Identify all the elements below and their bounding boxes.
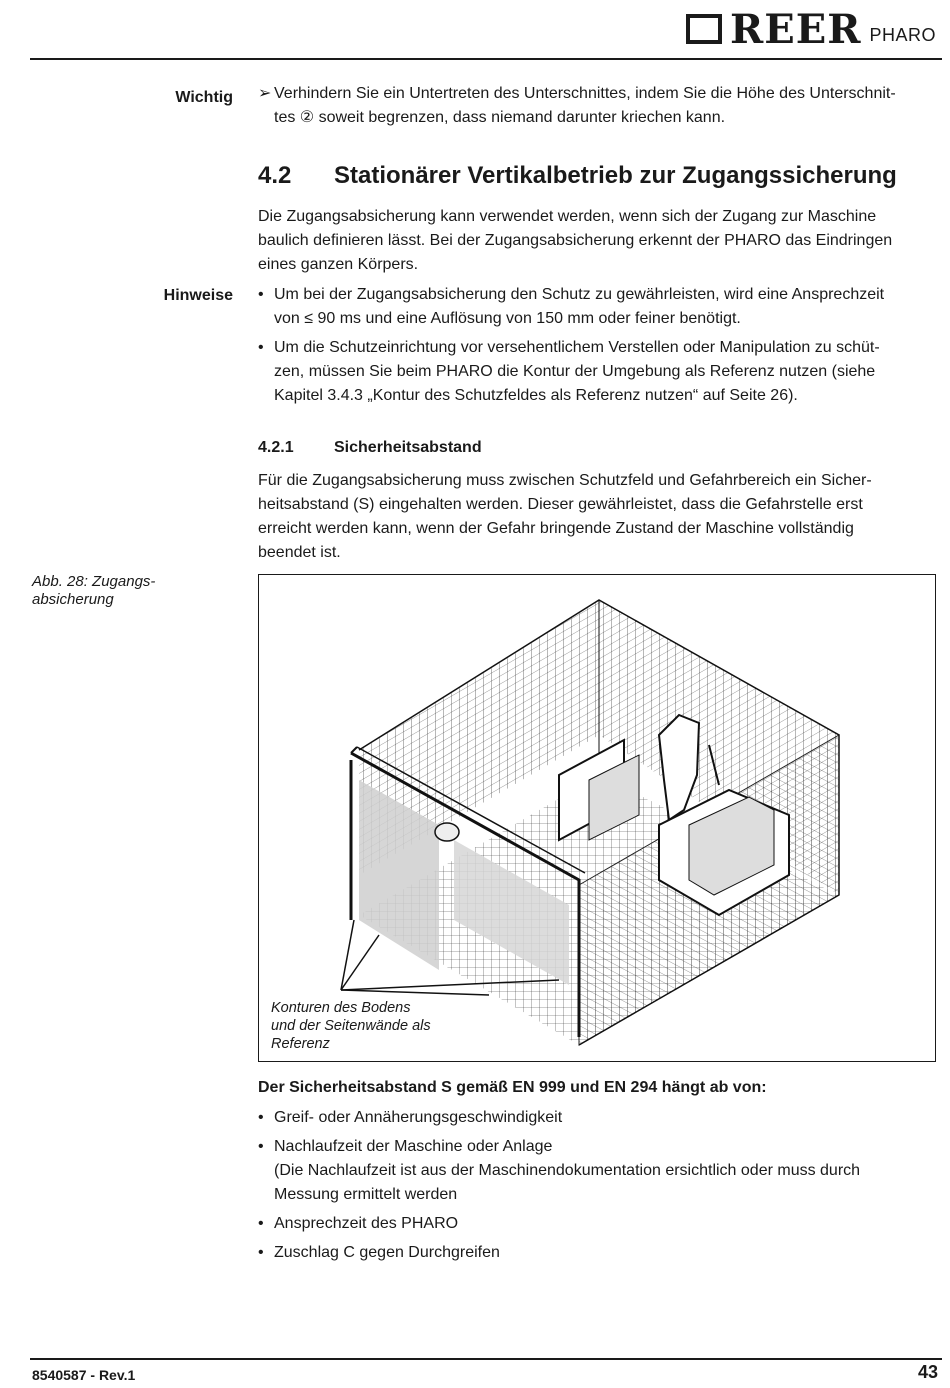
section-heading — [258, 164, 933, 188]
wichtig-note — [258, 82, 933, 130]
subsection-number: 4.2.1 — [258, 439, 294, 456]
annotation-line: Referenz — [271, 1036, 330, 1052]
list-item — [258, 1135, 933, 1207]
annotation-line: und der Seitenwände als — [271, 1018, 431, 1034]
list-line: Ansprechzeit des PHARO — [274, 1215, 459, 1232]
list-item — [258, 1212, 933, 1236]
caption-line: Abb. 28: Zugangs- — [32, 573, 156, 590]
list-line: Nachlaufzeit der Maschine oder Anlage — [274, 1138, 553, 1155]
intro-line: eines ganzen Körpers. — [258, 256, 419, 273]
list-item — [258, 336, 933, 408]
section-intro — [258, 205, 933, 277]
caption-line: absicherung — [32, 591, 114, 608]
header-rule — [30, 58, 942, 60]
subsection-title: Sicherheitsabstand — [334, 439, 482, 456]
section-number: 4.2 — [258, 162, 292, 189]
list-line: zen, müssen Sie beim PHARO die Kontur der Umgebung als Referenz nutzen (siehe — [274, 363, 876, 380]
bullet-icon: • — [258, 1138, 264, 1155]
footer-rule — [30, 1358, 942, 1360]
annotation-line: Konturen des Bodens — [271, 1000, 411, 1016]
list-line: Zuschlag C gegen Durchgreifen — [274, 1244, 500, 1261]
paragraph-line: erreicht werden kann, wenn der Gefahr bringende Zustand der Maschine vollständig — [258, 520, 854, 537]
hinweise-label: Hinweise — [163, 287, 233, 304]
access-protection-illustration — [259, 575, 935, 1061]
figure-caption — [32, 573, 182, 609]
paragraph-line: beendet ist. — [258, 544, 341, 561]
paragraph-line: Für die Zugangsabsicherung muss zwischen Schutzfeld und Gefahrbereich ein Sicher- — [258, 472, 872, 489]
list-item — [258, 1106, 933, 1130]
list-item — [258, 283, 933, 331]
dependency-heading: Der Sicherheitsabstand S gemäß EN 999 und EN 294 hängt ab von: — [258, 1079, 767, 1096]
brand-name: REER — [730, 6, 862, 53]
bullet-icon: • — [258, 1215, 264, 1232]
dependency-list — [258, 1106, 933, 1265]
reer-logo-icon — [686, 14, 722, 44]
list-item — [258, 1241, 933, 1265]
page-number: 43 — [917, 1362, 938, 1382]
product-name: PHARO — [869, 25, 936, 45]
document-number: 8540587 - Rev.1 — [32, 1367, 136, 1383]
subsection-heading — [258, 436, 933, 460]
bullet-icon: • — [258, 286, 264, 303]
figure-frame — [258, 574, 936, 1062]
robot-icon — [659, 715, 699, 820]
list-line: Um die Schutzeinrichtung vor versehentlichem Verstellen oder Manipulation zu schüt- — [274, 339, 880, 356]
figure-annotation — [271, 999, 431, 1053]
wichtig-label: Wichtig — [175, 89, 233, 106]
arrow-marker-icon: ➢ — [258, 85, 272, 102]
intro-line: baulich definieren lässt. Bei der Zugangsabsicherung erkennt der PHARO das Eindringen — [258, 232, 893, 249]
list-line: (Die Nachlaufzeit ist aus der Maschinendokumentation ersichtlich oder muss durch — [274, 1162, 861, 1179]
intro-line: Die Zugangsabsicherung kann verwendet werden, wenn sich der Zugang zur Maschine — [258, 208, 877, 225]
bullet-icon: • — [258, 339, 264, 356]
pharo-scanner-icon — [435, 823, 459, 841]
list-line: Kapitel 3.4.3 „Kontur des Schutzfeldes als Referenz nutzen“ auf Seite 26). — [274, 387, 798, 404]
list-line: von ≤ 90 ms und eine Auflösung von 150 mm oder feiner benötigt. — [274, 310, 741, 327]
hinweise-list — [258, 283, 933, 408]
bullet-icon: • — [258, 1109, 264, 1126]
paragraph-line: heitsabstand (S) eingehalten werden. Dieser gewährleistet, dass die Gefahrstelle erst — [258, 496, 863, 513]
list-line: Messung ermittelt werden — [274, 1186, 458, 1203]
section-title: Stationärer Vertikalbetrieb zur Zugangssicherung — [334, 162, 897, 189]
header-logo — [686, 8, 936, 52]
bullet-icon: • — [258, 1244, 264, 1261]
list-line: Um bei der Zugangsabsicherung den Schutz zu gewährleisten, wird eine Ansprechzeit — [274, 286, 885, 303]
wichtig-line: tes ② soweit begrenzen, dass niemand darunter kriechen kann. — [274, 109, 726, 126]
wichtig-line: Verhindern Sie ein Untertreten des Unterschnittes, indem Sie die Höhe des Unterschnit- — [274, 85, 896, 102]
subsection-paragraph — [258, 469, 933, 565]
list-line: Greif- oder Annäherungsgeschwindigkeit — [274, 1109, 563, 1126]
